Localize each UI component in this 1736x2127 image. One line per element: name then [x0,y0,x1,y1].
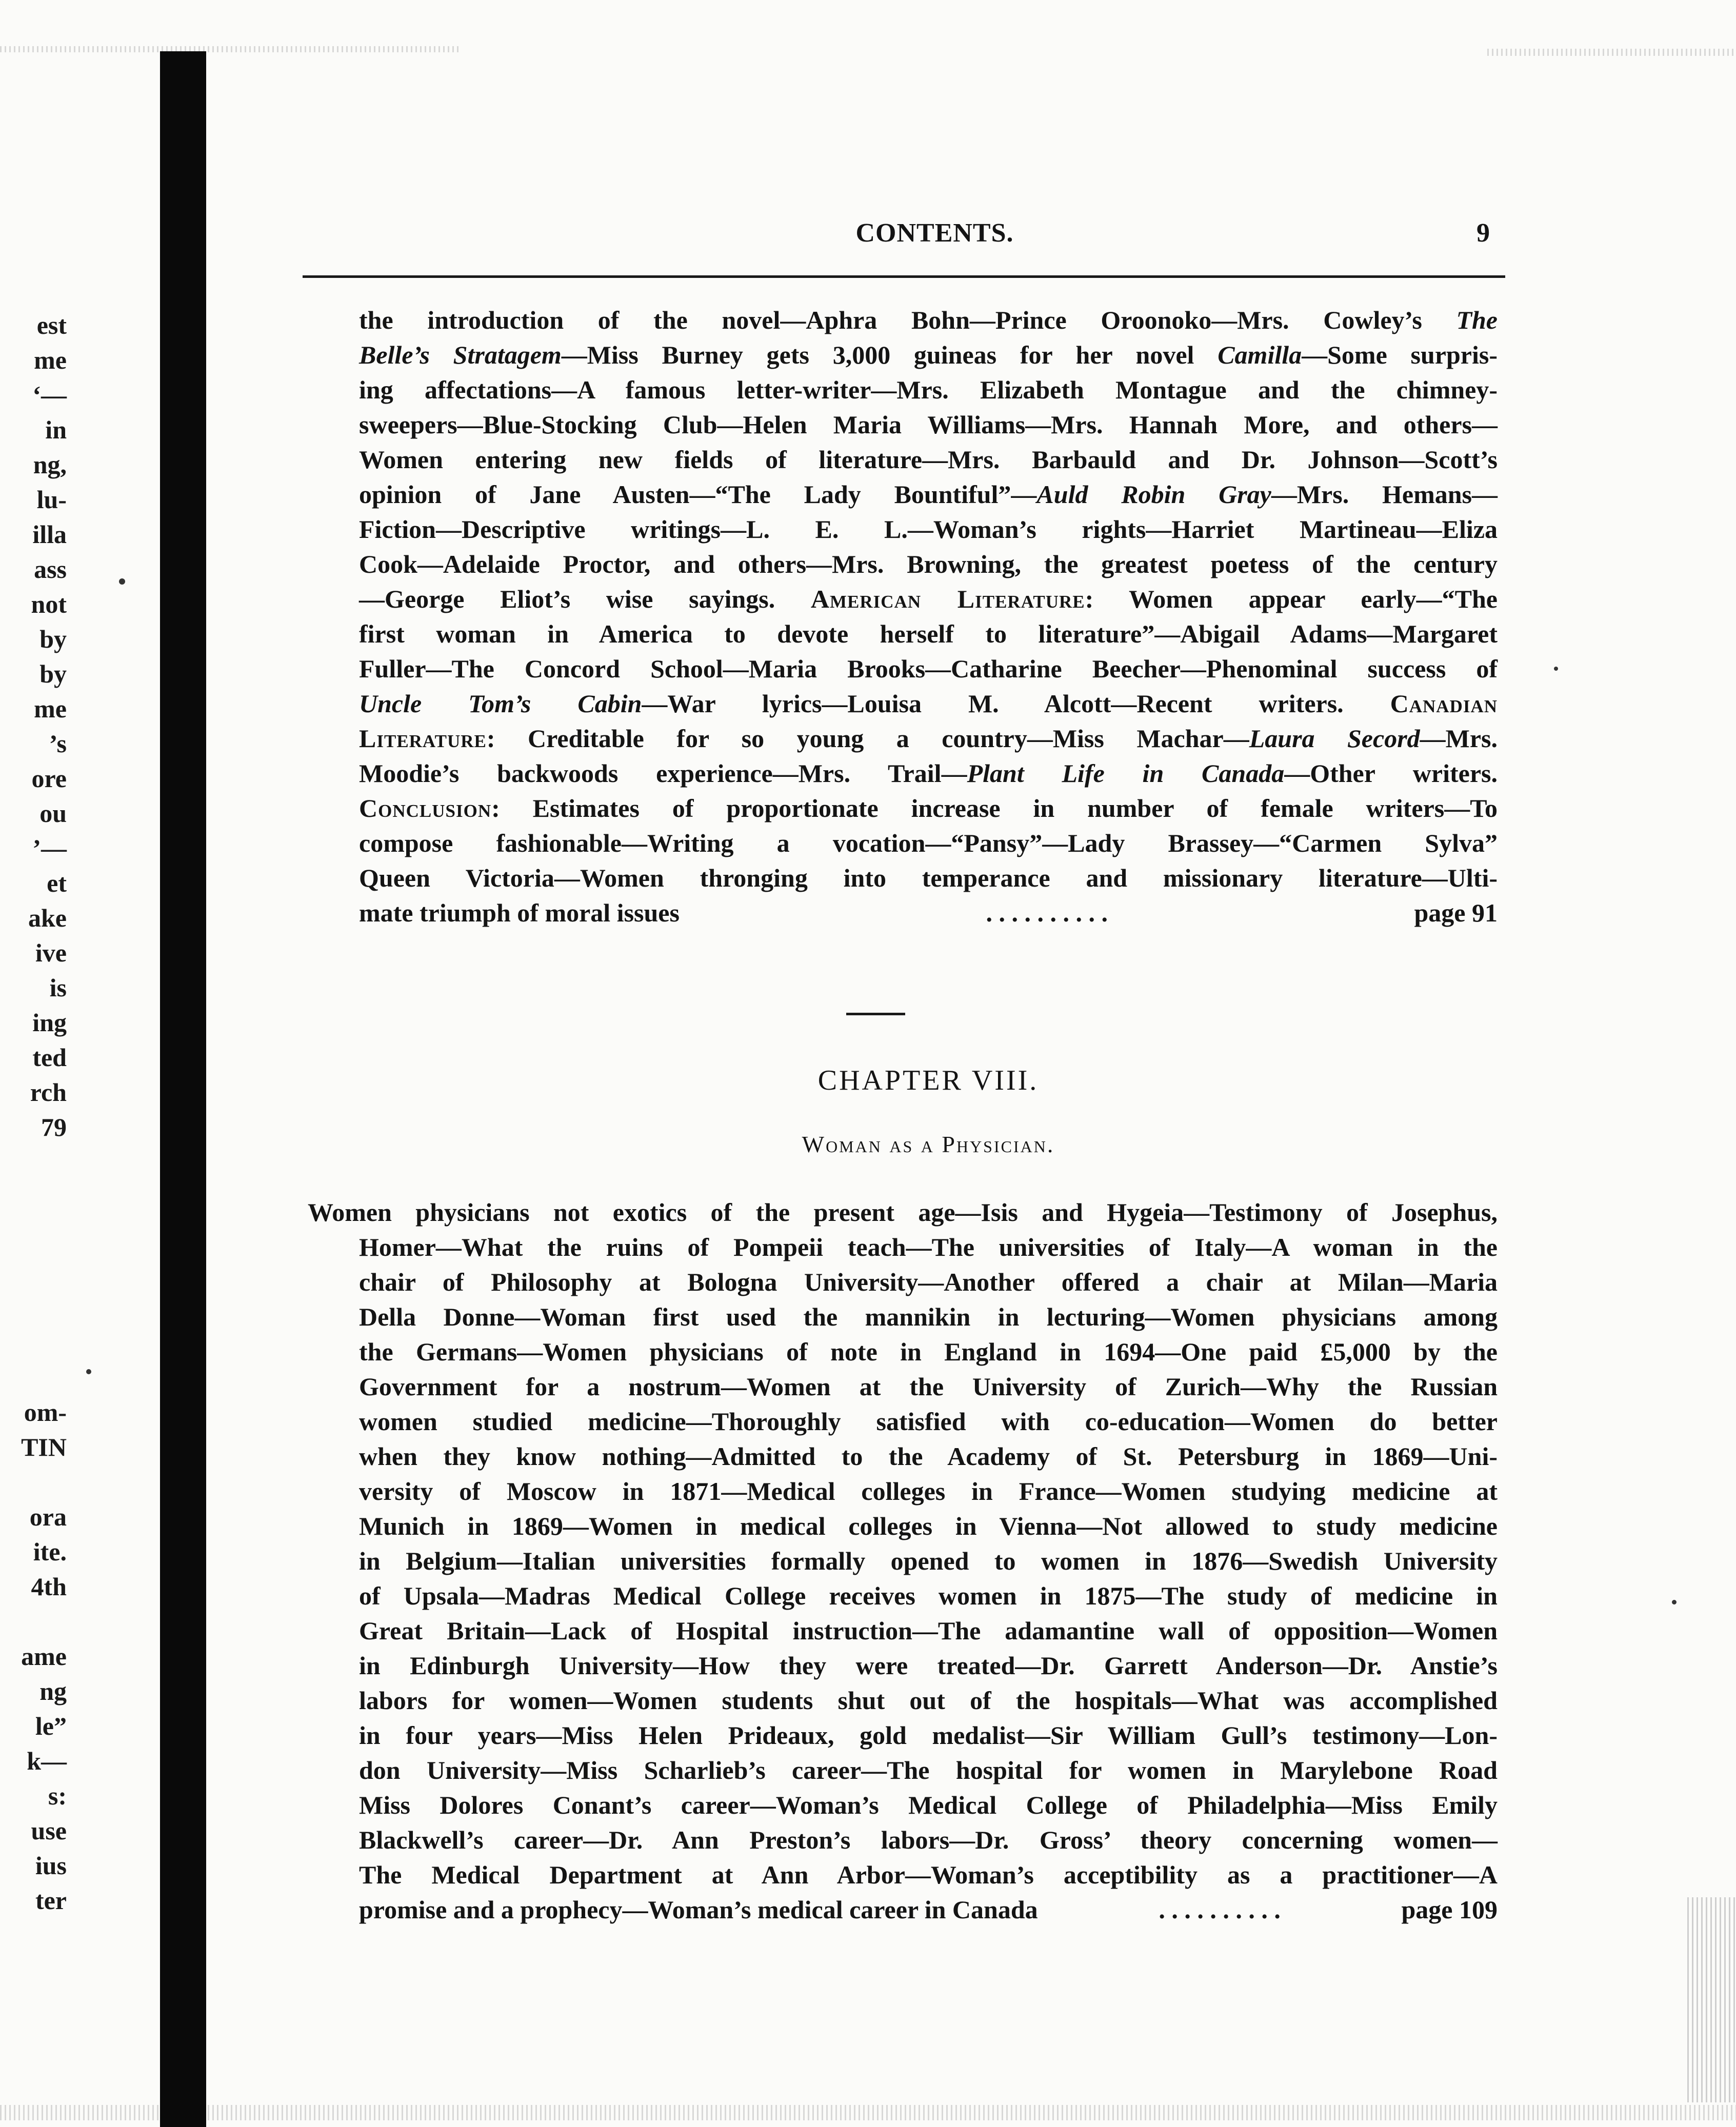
summary-line: Queen Victoria—Women thronging into temperance and missionary literature—Ulti- [359,864,1498,892]
page-reference: page 91 [1414,898,1498,927]
margin-fragment: not [31,590,67,618]
margin-fragment: est [36,311,67,339]
chapter-subtitle: Woman as a Physician. [802,1131,1055,1157]
summary-line: of Upsala—Madras Medical College receives women in 1875—The study of medicine in [359,1581,1498,1610]
margin-fragment: ora [29,1502,67,1531]
summary-line: Literature: Creditable for so young a country—Miss Machar—Laura Secord—Mrs. [359,724,1498,753]
page-title: CONTENTS. [855,218,1014,248]
summary-line: Cook—Adelaide Proctor, and others—Mrs. Browning, the greatest poetess of the century [359,550,1498,578]
page-number: 9 [1476,218,1490,248]
dot-leader: . . . . . . . . . . [1159,1895,1281,1924]
facing-page-margin-upper [0,308,67,1145]
summary-line: compose fashionable—Writing a vocation—“Pansy”—Lady Brassey—“Carmen Sylva” [359,829,1498,857]
chapter-viii-summary [308,1195,1498,1927]
summary-line: promise and a prophecy—Woman’s medical career in Canada [359,1895,1038,1924]
margin-fragment: by [39,625,67,653]
page-reference: page 109 [1401,1895,1498,1924]
margin-fragment: ou [39,799,67,828]
chapter-heading: CHAPTER VIII. [817,1065,1039,1096]
margin-fragment: rch [30,1078,67,1107]
section-divider [846,1013,905,1015]
summary-line: sweepers—Blue-Stocking Club—Helen Maria Williams—Mrs. Hannah More, and others— [359,410,1498,439]
summary-line: opinion of Jane Austen—“The Lady Bountiful”—Auld Robin Gray—Mrs. Hemans— [359,480,1498,509]
summary-line: The Medical Department at Ann Arbor—Woman’s acceptibility as a practitioner—A [359,1860,1498,1889]
margin-fragment: k— [27,1747,67,1775]
summary-line: Great Britain—Lack of Hospital instruction—The adamantine wall of opposition—Women [359,1616,1498,1645]
summary-line: in Edinburgh University—How they were treated—Dr. Garrett Anderson—Dr. Anstie’s [359,1651,1498,1680]
binding-gutter [160,51,206,2127]
summary-line: in four years—Miss Helen Prideaux, gold medalist—Sir William Gull’s testimony—Lon- [359,1721,1498,1750]
margin-fragment: ore [31,764,67,793]
margin-fragment: ing [32,1008,67,1037]
summary-line: in Belgium—Italian universities formally opened to women in 1876—Swedish University [359,1547,1498,1575]
margin-fragment: in [45,415,67,444]
margin-fragment: et [47,869,67,897]
margin-fragment [0,1464,67,1499]
summary-line: Della Donne—Woman first used the mannikin in lecturing—Women physicians among [359,1302,1498,1331]
summary-line: Miss Dolores Conant’s career—Woman’s Medical College of Philadelphia—Miss Emily [359,1791,1498,1819]
summary-line: Government for a nostrum—Women at the University of Zurich—Why the Russian [359,1372,1498,1401]
summary-line: the introduction of the novel—Aphra Bohn—Prince Oroonoko—Mrs. Cowley’s The [359,306,1498,334]
summary-line: Fiction—Descriptive writings—L. E. L.—Woman’s rights—Harriet Martineau—Eliza [359,515,1498,544]
summary-line: Belle’s Stratagem—Miss Burney gets 3,000 guineas for her novel Camilla—Some surpris- [359,340,1498,369]
margin-fragment: ’— [32,834,67,862]
summary-line: Women entering new fields of literature—Mrs. Barbauld and Dr. Johnson—Scott’s [359,445,1498,474]
summary-line: chair of Philosophy at Bologna University—Another offered a chair at Milan—Maria [359,1268,1498,1296]
summary-line: versity of Moscow in 1871—Medical colleges in France—Women studying medicine at [359,1477,1498,1506]
scan-noise-bottom [0,2105,1736,2120]
summary-line: ing affectations—A famous letter-writer—Mrs. Elizabeth Montague and the chimney- [359,375,1498,404]
scan-noise-right-edge [1687,1897,1736,2102]
summary-line: when they know nothing—Admitted to the Academy of St. Petersburg in 1869—Uni- [359,1442,1498,1471]
summary-line: Women physicians not exotics of the present age—Isis and Hygeia—Testimony of Josephus, [308,1198,1498,1227]
chapter-vii-summary [359,303,1498,930]
margin-fragment: ‘— [32,380,67,409]
margin-fragment: ius [35,1851,67,1880]
summary-line: don University—Miss Scharlieb’s career—The hospital for women in Marylebone Road [359,1756,1498,1784]
summary-line: mate triumph of moral issues [359,898,680,927]
margin-fragment: is [49,973,67,1002]
margin-fragment: ame [21,1642,67,1671]
margin-fragment: me [34,346,67,374]
ink-speck [1554,667,1558,671]
margin-fragment: le” [35,1712,67,1740]
margin-fragment: illa [32,520,67,549]
summary-line-last [308,1892,1498,1927]
margin-fragment: om- [24,1398,67,1427]
margin-fragment: ive [35,938,67,967]
margin-fragment: 79 [41,1113,67,1141]
ink-speck [86,1369,91,1374]
header-rule [303,275,1505,278]
ink-speck [119,578,125,585]
summary-line: Moodie’s backwoods experience—Mrs. Trail—Plant Life in Canada—Other writers. [359,759,1498,788]
margin-fragment: ite. [33,1537,67,1566]
scan-noise-top-right [1487,49,1736,56]
summary-line: Conclusion: Estimates of proportionate increase in number of female writers—To [359,794,1498,822]
margin-fragment: ter [35,1886,67,1915]
summary-line: first woman in America to devote herself to literature”—Abigail Adams—Margaret [359,619,1498,648]
summary-line-last [359,895,1498,930]
summary-line: Homer—What the ruins of Pompeii teach—The universities of Italy—A woman in the [359,1233,1498,1261]
margin-fragment: TIN [21,1433,67,1461]
margin-fragment: s: [48,1781,67,1810]
running-header [359,218,1510,259]
summary-line: Uncle Tom’s Cabin—War lyrics—Louisa M. Alcott—Recent writers. Canadian [359,689,1498,718]
ink-speck [1672,1600,1677,1604]
summary-line: Blackwell’s career—Dr. Ann Preston’s labors—Dr. Gross’ theory concerning women— [359,1825,1498,1854]
margin-fragment: ’s [49,729,67,758]
summary-line: the Germans—Women physicians of note in England in 1694—One paid £5,000 by the [359,1337,1498,1366]
summary-line: labors for women—Women students shut out of the hospitals—What was accomplished [359,1686,1498,1715]
dot-leader: . . . . . . . . . . [986,898,1108,927]
margin-fragment: lu- [36,485,67,514]
margin-fragment: ng, [33,450,67,479]
summary-line: women studied medicine—Thoroughly satisfied with co-education—Women do better [359,1407,1498,1436]
margin-fragment: me [34,694,67,723]
margin-fragment: by [39,659,67,688]
margin-fragment: ake [28,904,67,932]
margin-fragment: ass [34,555,67,584]
summary-line: —George Eliot’s wise sayings. American Literature: Women appear early—“The [359,585,1498,613]
margin-fragment: ng [39,1677,67,1705]
facing-page-margin-lower [0,1395,67,1918]
margin-fragment: use [31,1816,67,1845]
margin-fragment: ted [32,1043,67,1072]
summary-line: Fuller—The Concord School—Maria Brooks—Catharine Beecher—Phenominal success of [359,654,1498,683]
margin-fragment [0,1604,67,1639]
summary-line: Munich in 1869—Women in medical colleges in Vienna—Not allowed to study medicine [359,1512,1498,1540]
scan-noise-top [0,46,462,52]
margin-fragment: 4th [31,1572,67,1601]
